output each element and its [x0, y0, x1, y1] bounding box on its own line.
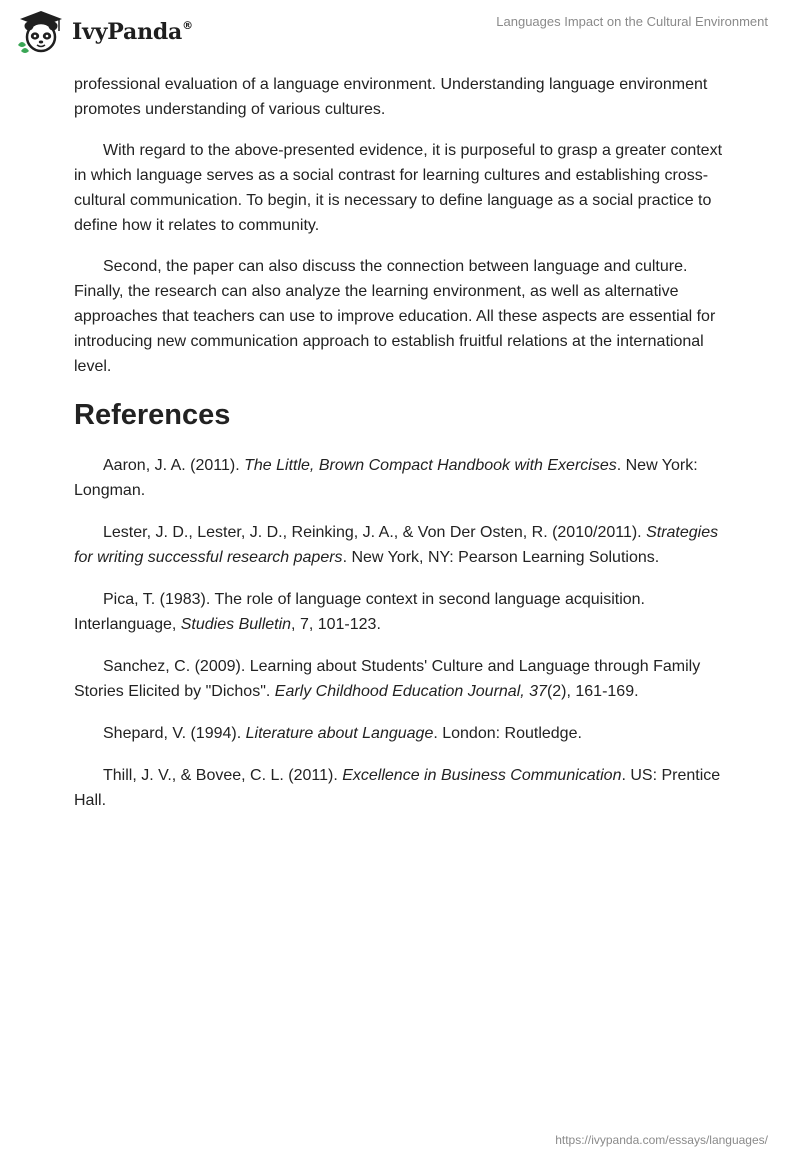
references-heading: References: [74, 399, 231, 431]
brand-name: IvyPanda®: [72, 18, 193, 45]
source-url[interactable]: https://ivypanda.com/essays/languages/: [555, 1133, 768, 1147]
body-paragraph: With regard to the above-presented evidence, it is purposeful to grasp a greater context in which language serves as a social contrast for learning cultures and establishing cross-cultural communication. To begin, it is necessary to define language as a social practice to define how it relates to community.: [74, 142, 723, 234]
reference-item: Pica, T. (1983). The role of language context in second language acquisition. Interlanguage, Studies Bulletin, 7, 101-123.: [74, 591, 645, 633]
body-paragraph: Second, the paper can also discuss the connection between language and culture. Finally, the research can also analyze the learning environment, as well as alternative approaches that teachers can use to improve education. All these aspects are essential for introducing new communication approach to establish fruitful relations at the international level.: [74, 258, 716, 375]
document-title: Languages Impact on the Cultural Environment: [496, 14, 768, 29]
page-header: [0, 0, 800, 60]
reference-item: Sanchez, C. (2009). Learning about Students' Culture and Language through Family Stories Elicited by "Dichos". Early Childhood Education Journal, 37(2), 161-169.: [74, 658, 701, 700]
reference-item: Aaron, J. A. (2011). The Little, Brown Compact Handbook with Exercises. New York: Longman.: [74, 457, 698, 499]
panda-logo-icon: [14, 9, 68, 55]
reference-item: Shepard, V. (1994). Literature about Language. London: Routledge.: [103, 725, 582, 742]
reference-item: Lester, J. D., Lester, J. D., Reinking, J. A., & Von Der Osten, R. (2010/2011). Strategies for writing successful research papers. New York, NY: Pearson Learning Solutions.: [74, 524, 719, 566]
reference-item: Thill, J. V., & Bovee, C. L. (2011). Excellence in Business Communication. US: Prentice Hall.: [74, 767, 721, 809]
document-body: [74, 72, 726, 830]
brand-logo[interactable]: [14, 9, 193, 55]
body-paragraph: professional evaluation of a language environment. Understanding language environment promotes understanding of various cultures.: [74, 76, 708, 118]
